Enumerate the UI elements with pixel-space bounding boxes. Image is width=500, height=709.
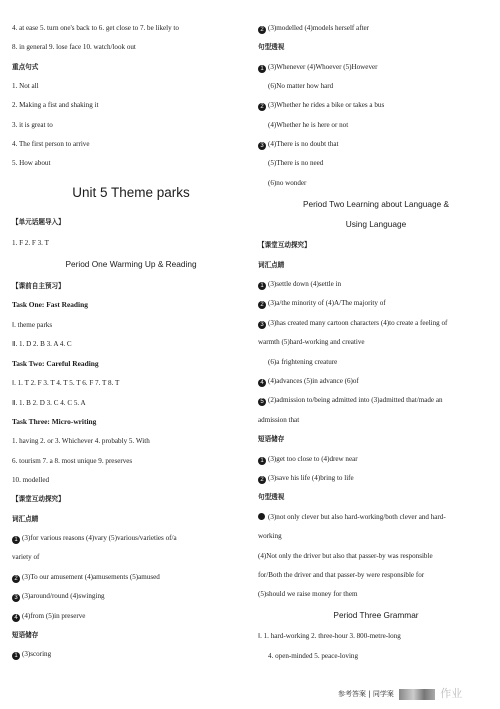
circled-number-icon: 2 — [258, 103, 266, 111]
answer-line: 4. The first person to arrive — [12, 140, 90, 148]
answer-line: 4 (4)advances (5)in advance (6)of — [258, 376, 359, 387]
section-heading: 【课堂互动探究】 — [12, 495, 65, 503]
answer-line: Ⅰ. 1. T 2. F 3. T 4. T 5. T 6. F 7. T 8. T — [12, 379, 120, 387]
task-heading: Task Three: Micro-writing — [12, 417, 97, 426]
answer-line: working — [258, 532, 282, 540]
circled-number-icon: 3 — [258, 142, 266, 150]
answer-line: for/Both the driver and that passer-by were responsible for — [258, 571, 425, 579]
watermark-text: 作业 — [440, 687, 463, 700]
answer-line: Ⅰ. 1. hard-working 2. three-hour 3. 800-metre-long — [258, 632, 401, 640]
logo-mark-icon — [399, 689, 435, 700]
answer-line: (5)There is no need — [268, 159, 324, 167]
answer-line: 5. How about — [12, 159, 51, 167]
period-title: Period One Warming Up & Reading — [65, 259, 197, 269]
answer-line: 4. open-minded 5. peace-loving — [268, 652, 359, 660]
section-heading: 【单元话题导入】 — [12, 218, 65, 226]
circled-number-icon: 1 — [12, 652, 20, 660]
footer-tag: 同学案 — [372, 690, 394, 698]
section-heading: 【课堂互动探究】 — [258, 241, 311, 249]
answer-line: 1. having 2. or 3. Whichever 4. probably 5. With — [12, 437, 150, 445]
period-title: Period Two Learning about Language & — [302, 199, 450, 209]
period-title: Period Three Grammar — [333, 610, 419, 620]
period-title: Using Language — [345, 219, 407, 229]
answer-line: 8. in general 9. lose face 10. watch/look out — [12, 43, 136, 51]
section-heading: 句型透视 — [258, 493, 285, 501]
answer-line: variety of — [12, 553, 40, 561]
answer-line: 6. tourism 7. a 8. most unique 9. preserves — [12, 457, 133, 465]
answer-line: 3 (3)has created many cartoon characters (4)to create a feeling of — [258, 318, 447, 329]
bullet-icon — [258, 513, 265, 520]
answer-line: 2. Making a fist and shaking it — [12, 101, 99, 109]
section-heading: 【课前自主预习】 — [12, 282, 65, 290]
answer-line: 3 (3)around/round (4)swinging — [12, 591, 105, 602]
unit-title: Unit 5 Theme parks — [72, 185, 190, 200]
circled-number-icon: 2 — [258, 476, 266, 484]
circled-number-icon: 1 — [258, 282, 266, 290]
answer-line: 10. modelled — [12, 476, 50, 484]
answer-line: 4. at ease 5. turn one's back to 6. get close to 7. be likely to — [12, 24, 179, 32]
answer-line: 2 (3)a/the minority of (4)A/The majority of — [258, 298, 386, 309]
circled-number-icon: 2 — [258, 301, 266, 309]
answer-line: 2 (3)save his life (4)bring to life — [258, 473, 354, 484]
answer-line: 5 (2)admission to/being admitted into (3)admitted that/made an — [258, 395, 443, 406]
circled-number-icon: 2 — [12, 575, 20, 583]
answer-line: 3 (4)There is no doubt that — [258, 139, 339, 150]
answer-line: 2 (3)Whether he rides a bike or takes a bus — [258, 100, 384, 111]
answer-line: Ⅱ. 1. D 2. B 3. A 4. C — [12, 340, 72, 348]
answer-line: 1 (3)scoring — [12, 649, 51, 660]
circled-number-icon: 3 — [258, 321, 266, 329]
answer-line: 1 (3)settle down (4)settle in — [258, 279, 341, 290]
answer-line: (5)should we raise money for them — [258, 590, 358, 598]
answer-line: 4 (4)from (5)in preserve — [12, 611, 85, 622]
answer-line: 3. it is great to — [12, 121, 53, 129]
answer-line: 1 (3)get too close to (4)drew near — [258, 454, 358, 465]
task-heading: Task Two: Careful Reading — [12, 359, 99, 368]
section-heading: 句型透视 — [258, 43, 285, 51]
section-heading: 短语储存 — [12, 631, 39, 639]
answer-line: 2 (3)To our amusement (4)amusements (5)amused — [12, 572, 160, 583]
answer-line: (3)not only clever but also hard-working/both clever and hard- — [258, 512, 446, 522]
answer-line: 1 (3)for various reasons (4)vary (5)various/varieties of/a — [12, 533, 177, 544]
circled-number-icon: 4 — [258, 379, 266, 387]
answer-line: 1. F 2. F 3. T — [12, 239, 49, 247]
circled-number-icon: 1 — [258, 457, 266, 465]
answer-line: admission that — [258, 416, 300, 424]
answer-line: warmth (5)hard-working and creative — [258, 338, 365, 346]
footer-label: 参考答案 — [338, 690, 366, 698]
answer-line: Ⅰ. theme parks — [12, 321, 53, 329]
circled-number-icon: 4 — [12, 614, 20, 622]
answer-line: (6)a frightening creature — [268, 358, 338, 366]
circled-number-icon: 1 — [258, 65, 266, 73]
circled-number-icon: 1 — [12, 536, 20, 544]
footer-separator: | — [368, 690, 371, 698]
section-heading: 词汇点睛 — [12, 515, 39, 523]
circled-number-icon: 2 — [258, 26, 266, 34]
page-footer — [338, 688, 462, 700]
section-heading: 短语储存 — [258, 435, 285, 443]
circled-number-icon: 3 — [12, 594, 20, 602]
task-heading: Task One: Fast Reading — [12, 300, 88, 309]
section-heading: 词汇点睛 — [258, 261, 285, 269]
answer-line: Ⅱ. 1. B 2. D 3. C 4. C 5. A — [12, 399, 86, 407]
answer-line: (4)Whether he is here or not — [268, 121, 349, 129]
answer-line: (6)no wonder — [268, 179, 307, 187]
answer-line: 2 (3)modelled (4)models herself after — [258, 23, 369, 34]
answer-line: 1 (3)Whenever (4)Whoever (5)However — [258, 62, 378, 73]
answer-line: (4)Not only the driver but also that passer-by was responsible — [258, 552, 433, 560]
answer-line: (6)No matter how hard — [268, 82, 334, 90]
answer-line: 1. Not all — [12, 82, 39, 90]
circled-number-icon: 5 — [258, 398, 266, 406]
section-heading: 重点句式 — [12, 63, 39, 71]
